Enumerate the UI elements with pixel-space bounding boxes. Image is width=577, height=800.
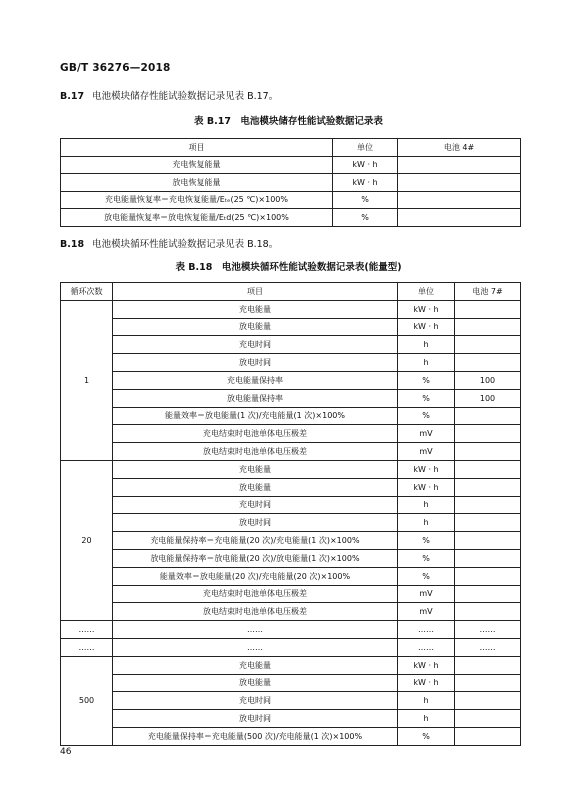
item-cell: 充电能量 bbox=[113, 460, 398, 478]
unit-cell: kW · h bbox=[333, 174, 398, 192]
table-b17-caption: 表 B.17 电池模块储存性能试验数据记录表 bbox=[194, 116, 383, 127]
header-cell-cycle: 循环次数 bbox=[61, 283, 113, 301]
value-cell: …… bbox=[455, 638, 521, 656]
table-row bbox=[61, 191, 521, 209]
table-row bbox=[61, 567, 521, 585]
item-cell: 放电能量 bbox=[113, 478, 398, 496]
value-cell bbox=[455, 354, 521, 372]
unit-cell: kW · h bbox=[398, 478, 455, 496]
unit-cell: % bbox=[398, 407, 455, 425]
cycle-count-cell: 20 bbox=[61, 460, 113, 620]
table-row bbox=[61, 549, 521, 567]
value-cell bbox=[455, 407, 521, 425]
table-row bbox=[61, 710, 521, 728]
item-cell: 充电结束时电池单体电压极差 bbox=[113, 585, 398, 603]
table-row bbox=[61, 496, 521, 514]
unit-cell: h bbox=[398, 496, 455, 514]
item-cell: 放电时间 bbox=[113, 710, 398, 728]
item-cell: 充电恢复能量 bbox=[61, 156, 333, 174]
item-cell: 充电能量保持率 bbox=[113, 371, 398, 389]
item-cell: …… bbox=[113, 621, 398, 639]
value-cell: 100 bbox=[455, 371, 521, 389]
table-row bbox=[61, 354, 521, 372]
paragraph-b17 bbox=[60, 88, 278, 102]
value-cell bbox=[455, 514, 521, 532]
value-cell bbox=[455, 460, 521, 478]
table-header-row bbox=[61, 283, 521, 301]
header-cell-unit: 单位 bbox=[398, 283, 455, 301]
value-cell bbox=[398, 156, 521, 174]
table-row bbox=[61, 443, 521, 461]
section-number: B.18 bbox=[60, 239, 85, 250]
value-cell bbox=[455, 656, 521, 674]
unit-cell: kW · h bbox=[398, 300, 455, 318]
unit-cell: …… bbox=[398, 621, 455, 639]
table-row bbox=[61, 585, 521, 603]
section-number: B.17 bbox=[60, 91, 85, 102]
header-cell-unit: 单位 bbox=[333, 139, 398, 157]
value-cell bbox=[398, 209, 521, 227]
item-cell: 充电能量 bbox=[113, 656, 398, 674]
header-cell-item: 项目 bbox=[61, 139, 333, 157]
item-cell: 充电结束时电池单体电压极差 bbox=[113, 425, 398, 443]
cycle-count-cell: …… bbox=[61, 638, 113, 656]
item-cell: 放电时间 bbox=[113, 354, 398, 372]
unit-cell: mV bbox=[398, 425, 455, 443]
unit-cell: mV bbox=[398, 443, 455, 461]
unit-cell: …… bbox=[398, 638, 455, 656]
table-row bbox=[61, 371, 521, 389]
value-cell bbox=[455, 710, 521, 728]
table-row bbox=[61, 389, 521, 407]
value-cell bbox=[455, 603, 521, 621]
value-cell bbox=[398, 174, 521, 192]
item-cell: 放电结束时电池单体电压极差 bbox=[113, 603, 398, 621]
standard-code: GB/T 36276—2018 bbox=[60, 62, 171, 74]
unit-cell: h bbox=[398, 692, 455, 710]
unit-cell: kW · h bbox=[398, 656, 455, 674]
value-cell: 100 bbox=[455, 389, 521, 407]
item-cell: 能量效率＝放电能量(20 次)/充电能量(20 次)×100% bbox=[113, 567, 398, 585]
table-row bbox=[61, 156, 521, 174]
value-cell bbox=[455, 318, 521, 336]
unit-cell: kW · h bbox=[398, 460, 455, 478]
item-cell: 充电时间 bbox=[113, 496, 398, 514]
table-row bbox=[61, 407, 521, 425]
table-row bbox=[61, 674, 521, 692]
value-cell bbox=[455, 336, 521, 354]
item-cell: 放电能量保持率 bbox=[113, 389, 398, 407]
unit-cell: % bbox=[398, 371, 455, 389]
paragraph-text: 电池模块循环性能试验数据记录见表 B.18。 bbox=[92, 239, 279, 250]
item-cell: 放电时间 bbox=[113, 514, 398, 532]
table-row bbox=[61, 209, 521, 227]
unit-cell: h bbox=[398, 354, 455, 372]
table-row bbox=[61, 692, 521, 710]
unit-cell: % bbox=[398, 727, 455, 745]
table-b18 bbox=[60, 282, 521, 746]
unit-cell: % bbox=[398, 567, 455, 585]
value-cell bbox=[455, 496, 521, 514]
unit-cell: kW · h bbox=[398, 318, 455, 336]
item-cell: 放电能量 bbox=[113, 674, 398, 692]
value-cell bbox=[455, 692, 521, 710]
table-b17 bbox=[60, 138, 521, 227]
item-cell: 充电能量保持率＝充电能量(20 次)/充电能量(1 次)×100% bbox=[113, 532, 398, 550]
value-cell: …… bbox=[455, 621, 521, 639]
unit-cell: mV bbox=[398, 603, 455, 621]
unit-cell: mV bbox=[398, 585, 455, 603]
item-cell: 充电能量 bbox=[113, 300, 398, 318]
page-number: 46 bbox=[60, 747, 72, 757]
cycle-count-cell: …… bbox=[61, 621, 113, 639]
table-row bbox=[61, 638, 521, 656]
value-cell bbox=[398, 191, 521, 209]
item-cell: 放电能量保持率＝放电能量(20 次)/放电能量(1 次)×100% bbox=[113, 549, 398, 567]
value-cell bbox=[455, 585, 521, 603]
table-row bbox=[61, 478, 521, 496]
item-cell: 充电能量恢复率＝充电恢复能量/Eₜₑ(25 ℃)×100% bbox=[61, 191, 333, 209]
unit-cell: % bbox=[398, 389, 455, 407]
item-cell: 放电能量 bbox=[113, 318, 398, 336]
paragraph-text: 电池模块储存性能试验数据记录见表 B.17。 bbox=[92, 91, 279, 102]
value-cell bbox=[455, 674, 521, 692]
table-row bbox=[61, 656, 521, 674]
table-row bbox=[61, 300, 521, 318]
item-cell: 放电恢复能量 bbox=[61, 174, 333, 192]
unit-cell: h bbox=[398, 336, 455, 354]
table-row bbox=[61, 318, 521, 336]
item-cell: 充电能量保持率＝充电能量(500 次)/充电能量(1 次)×100% bbox=[113, 727, 398, 745]
item-cell: 能量效率＝放电能量(1 次)/充电能量(1 次)×100% bbox=[113, 407, 398, 425]
table-row bbox=[61, 425, 521, 443]
unit-cell: % bbox=[398, 532, 455, 550]
header-cell-item: 项目 bbox=[113, 283, 398, 301]
item-cell: 充电时间 bbox=[113, 336, 398, 354]
value-cell bbox=[455, 727, 521, 745]
unit-cell: h bbox=[398, 710, 455, 728]
unit-cell: % bbox=[333, 191, 398, 209]
item-cell: 充电时间 bbox=[113, 692, 398, 710]
item-cell: …… bbox=[113, 638, 398, 656]
header-cell-battery: 电池 4# bbox=[398, 139, 521, 157]
header-cell-battery: 电池 7# bbox=[455, 283, 521, 301]
unit-cell: % bbox=[398, 549, 455, 567]
table-row bbox=[61, 727, 521, 745]
table-row bbox=[61, 532, 521, 550]
unit-cell: h bbox=[398, 514, 455, 532]
table-row bbox=[61, 336, 521, 354]
table-row bbox=[61, 174, 521, 192]
value-cell bbox=[455, 549, 521, 567]
table-row bbox=[61, 514, 521, 532]
value-cell bbox=[455, 478, 521, 496]
value-cell bbox=[455, 532, 521, 550]
value-cell bbox=[455, 425, 521, 443]
table-row bbox=[61, 460, 521, 478]
unit-cell: kW · h bbox=[398, 674, 455, 692]
cycle-count-cell: 1 bbox=[61, 300, 113, 460]
value-cell bbox=[455, 300, 521, 318]
paragraph-b18 bbox=[60, 236, 278, 250]
value-cell bbox=[455, 443, 521, 461]
unit-cell: % bbox=[333, 209, 398, 227]
item-cell: 放电结束时电池单体电压极差 bbox=[113, 443, 398, 461]
table-row bbox=[61, 603, 521, 621]
unit-cell: kW · h bbox=[333, 156, 398, 174]
item-cell: 放电能量恢复率＝放电恢复能量/Eₜd(25 ℃)×100% bbox=[61, 209, 333, 227]
table-b18-caption: 表 B.18 电池模块循环性能试验数据记录表(能量型) bbox=[175, 262, 402, 273]
cycle-count-cell: 500 bbox=[61, 656, 113, 745]
value-cell bbox=[455, 567, 521, 585]
table-header-row bbox=[61, 139, 521, 157]
table-row bbox=[61, 621, 521, 639]
